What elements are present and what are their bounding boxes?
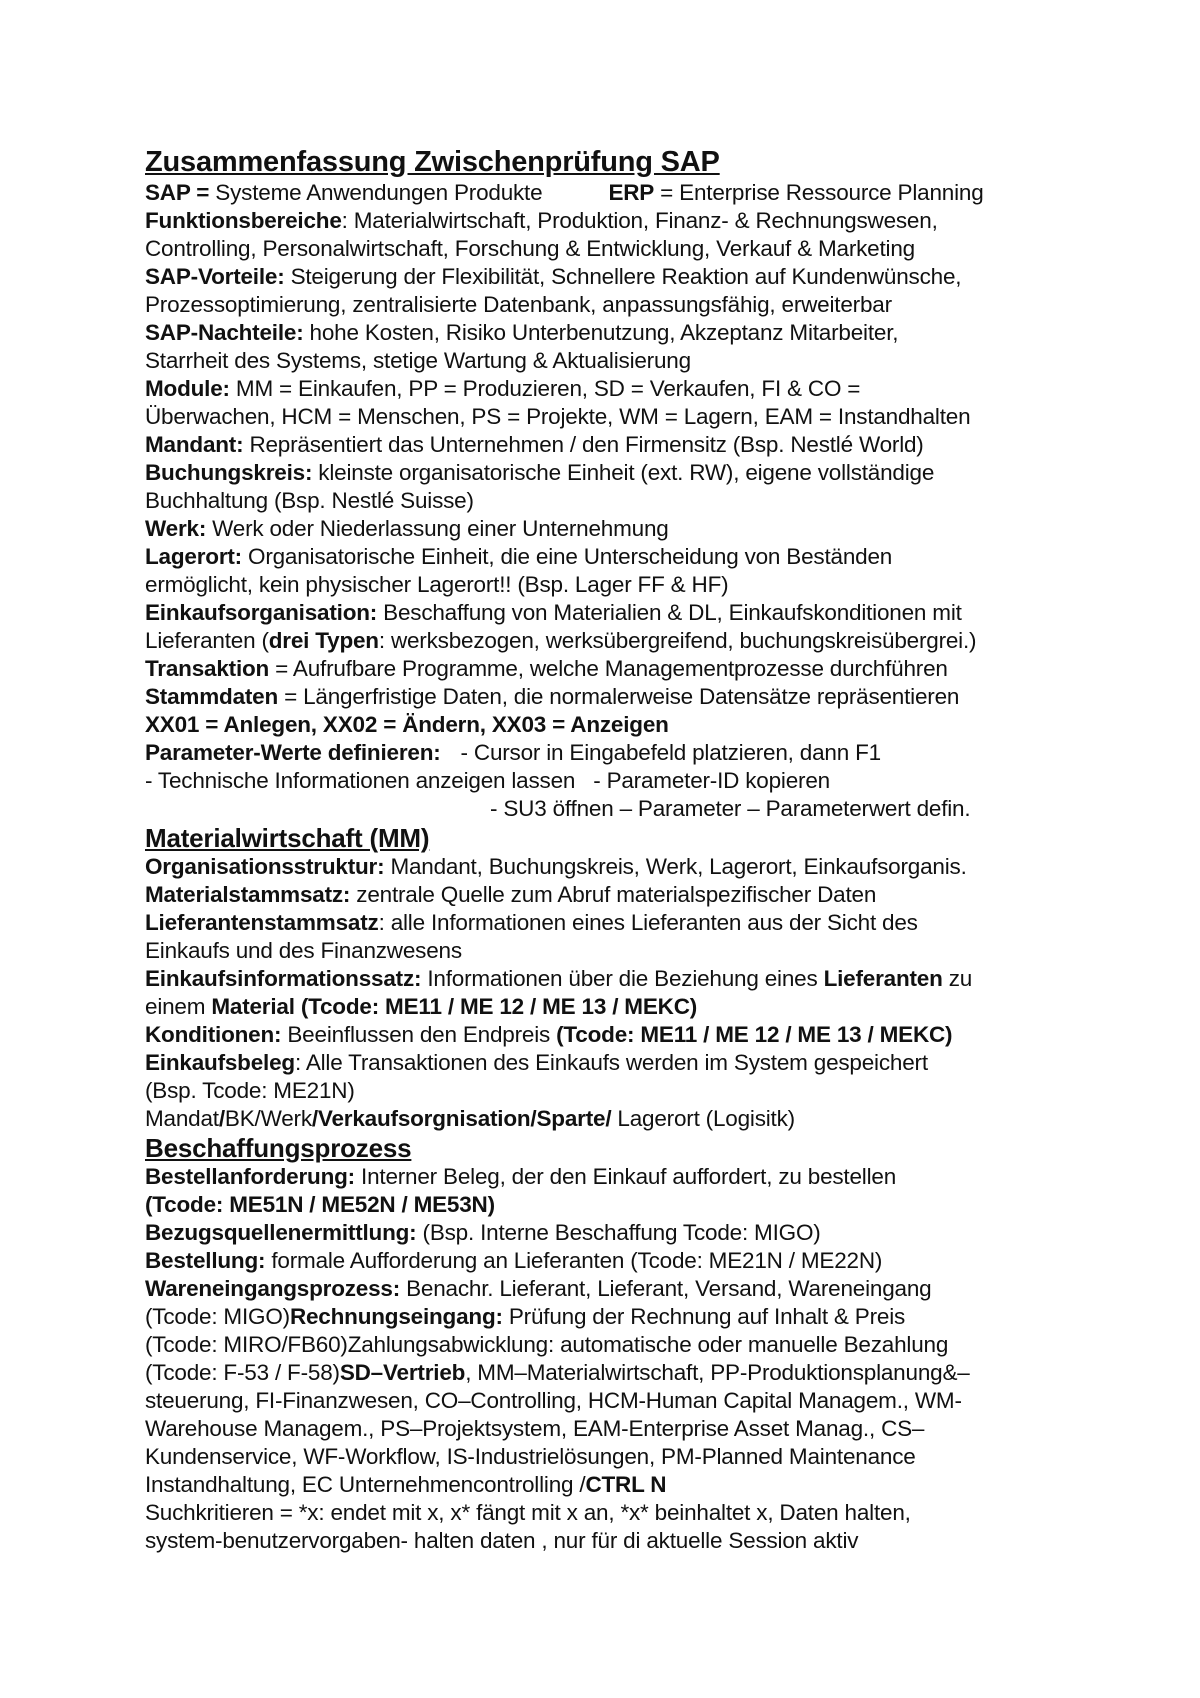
label-drei-typen: drei Typen: [268, 628, 379, 653]
label-material-tcode: Material (Tcode: ME11 / ME 12 / ME 13 / MEKC): [211, 994, 698, 1019]
text-organisationsstruktur: Mandant, Buchungskreis, Werk, Lagerort, Einkaufsorganis.: [384, 854, 967, 879]
text-parameter: - Cursor in Eingabefeld platzieren, dann F1: [460, 740, 881, 765]
line-bestellung: [145, 1247, 1185, 1275]
page-title: Zusammenfassung Zwischenprüfung SAP: [145, 146, 720, 178]
text-banf-tcode: (Tcode: ME51N / ME52N / ME53N): [145, 1192, 495, 1217]
line-xx-codes: [145, 711, 1185, 739]
text-technische-info: - Technische Informationen anzeigen lassen: [145, 768, 576, 793]
line-parameter: [145, 739, 1185, 767]
text-eko-2c: : werksbezogen, werksübergreifend, buchungskreisübergrei.): [378, 628, 977, 653]
text-verkaufsorg: /Verkaufsorgnisation/Sparte/: [311, 1106, 612, 1131]
erp-block: [608, 179, 983, 207]
line-technische-info: [145, 767, 1185, 795]
line-buchungskreis-2: Buchhaltung (Bsp. Nestlé Suisse): [145, 488, 474, 513]
text-rechnungseingang: Prüfung der Rechnung auf Inhalt & Preis: [502, 1304, 906, 1329]
label-mandant: Mandant:: [145, 432, 244, 457]
line-funktionsbereiche-2: Controlling, Personalwirtschaft, Forschung & Entwicklung, Verkauf & Marketing: [145, 236, 915, 261]
text-module-1: MM = Einkaufen, PP = Produzieren, SD = Verkaufen, FI & CO =: [229, 376, 861, 401]
text-ctrl-n: CTRL N: [585, 1472, 667, 1497]
text-migo: (Tcode: MIGO): [145, 1304, 290, 1329]
text-parameter-id: - Parameter-ID kopieren: [593, 768, 830, 793]
line-su3: [145, 795, 1185, 823]
line-mandat-hierarchie: [145, 1105, 1185, 1133]
label-lieferanten: Lieferanten: [823, 966, 943, 991]
label-einkaufsinfosatz: Einkaufsinformationssatz:: [145, 966, 422, 991]
line-einkaufsbeleg-2: (Bsp. Tcode: ME21N): [145, 1078, 355, 1103]
label-bestellanforderung: Bestellanforderung:: [145, 1164, 355, 1189]
text-bezugsquellen: (Bsp. Interne Beschaffung Tcode: MIGO): [416, 1220, 821, 1245]
line-lagerort-2: ermöglicht, kein physischer Lagerort!! (Bsp. Lager FF & HF): [145, 572, 729, 597]
text-su3: - SU3 öffnen – Parameter – Parameterwert defin.: [490, 796, 971, 821]
line-module-1: [145, 375, 1185, 403]
text-info-1c: zu: [942, 966, 973, 991]
line-materialstammsatz: [145, 881, 1185, 909]
line-module-2: Überwachen, HCM = Menschen, PS = Projekte, WM = Lagern, EAM = Instandhalten: [145, 404, 971, 429]
label-sd-vertrieb: SD–Vertrieb: [339, 1360, 466, 1385]
line-zahlungsabwicklung: (Tcode: MIRO/FB60)Zahlungsabwicklung: automatische oder manuelle Bezahlung: [145, 1332, 949, 1357]
text-vorteile-1: Steigerung der Flexibilität, Schnellere Reaktion auf Kundenwünsche,: [284, 264, 962, 289]
text-funktionsbereiche-1: : Materialwirtschaft, Produktion, Finanz- & Rechnungswesen,: [341, 208, 938, 233]
label-buchungskreis: Buchungskreis:: [145, 460, 313, 485]
text-materialstammsatz: zentrale Quelle zum Abruf materialspezifischer Daten: [350, 882, 877, 907]
line-wareneingang: [145, 1275, 1185, 1303]
line-bezugsquellen: [145, 1219, 1185, 1247]
document-page: [145, 145, 1185, 1555]
label-sap: SAP =: [145, 180, 210, 205]
label-vorteile: SAP-Vorteile:: [145, 264, 285, 289]
line-buchungskreis-1: [145, 459, 1185, 487]
line-transaktion: [145, 655, 1185, 683]
heading-materialwirtschaft: Materialwirtschaft (MM): [145, 823, 430, 853]
line-einkaufsorganisation-1: [145, 599, 1185, 627]
label-parameter: Parameter-Werte definieren:: [145, 740, 441, 765]
text-werk: Werk oder Niederlassung einer Unternehmung: [206, 516, 669, 541]
text-einkaufsorganisation-1: Beschaffung von Materialien & DL, Einkaufskonditionen mit: [377, 600, 962, 625]
line-vorteile-1: [145, 263, 1185, 291]
text-buchungskreis-1: kleinste organisatorische Einheit (ext. RW), eigene vollständige: [312, 460, 935, 485]
text-info-2a: einem: [145, 994, 212, 1019]
line-einkaufsbeleg-1: [145, 1049, 1185, 1077]
text-erp: = Enterprise Ressource Planning: [654, 180, 984, 205]
heading-beschaffungsprozess: Beschaffungsprozess: [145, 1133, 412, 1163]
label-bestellung: Bestellung:: [145, 1248, 266, 1273]
text-wareneingang: Benachr. Lieferant, Lieferant, Versand, Wareneingang: [400, 1276, 932, 1301]
line-werk: [145, 515, 1185, 543]
text-stammdaten: = Längerfristige Daten, die normalerweise Datensätze repräsentieren: [278, 684, 960, 709]
label-lieferantenstammsatz: Lieferantenstammsatz: [145, 910, 379, 935]
label-rechnungseingang: Rechnungseingang:: [289, 1304, 503, 1329]
label-werk: Werk:: [145, 516, 207, 541]
line-konditionen: [145, 1021, 1185, 1049]
text-info-1a: Informationen über die Beziehung eines: [421, 966, 824, 991]
label-lagerort: Lagerort:: [145, 544, 242, 569]
line-rechnungseingang: [145, 1303, 1185, 1331]
text-bk-werk: BK/Werk: [224, 1106, 312, 1131]
line-mandant: [145, 431, 1185, 459]
label-nachteile: SAP-Nachteile:: [145, 320, 304, 345]
text-xx-codes: XX01 = Anlegen, XX02 = Ändern, XX03 = Anzeigen: [145, 712, 669, 737]
line-einkaufsorganisation-2: [145, 627, 1185, 655]
line-funktionsbereiche-1: [145, 207, 1185, 235]
line-module-liste-5: [145, 1471, 1185, 1499]
line-module-liste-2: steuerung, FI-Finanzwesen, CO–Controlling, HCM-Human Capital Managem., WM-: [145, 1388, 962, 1413]
line-nachteile-2: Starrheit des Systems, stetige Wartung & Aktualisierung: [145, 348, 691, 373]
label-funktionsbereiche: Funktionsbereiche: [145, 208, 342, 233]
text-bestellanforderung: Interner Beleg, der den Einkauf auffordert, zu bestellen: [354, 1164, 897, 1189]
label-erp: ERP: [608, 180, 655, 205]
label-konditionen: Konditionen:: [145, 1022, 282, 1047]
line-suchkriterien-1: Suchkritieren = *x: endet mit x, x* fängt mit x an, *x* beinhaltet x, Daten halten,: [145, 1500, 911, 1525]
text-mandat-slash: /: [218, 1106, 225, 1131]
text-module-liste-1: , MM–Materialwirtschaft, PP-Produktionsplanung&–: [465, 1360, 970, 1385]
text-lagerort-logistik: Lagerort (Logisitk): [611, 1106, 795, 1131]
line-einkaufsinfosatz-1: [145, 965, 1185, 993]
line-lieferantenstammsatz-2: Einkaufs und des Finanzwesens: [145, 938, 462, 963]
text-sap: Systeme Anwendungen Produkte: [209, 180, 543, 205]
line-organisationsstruktur: [145, 853, 1185, 881]
label-konditionen-tcode: (Tcode: ME11 / ME 12 / ME 13 / MEKC): [556, 1022, 953, 1047]
label-wareneingang: Wareneingangsprozess:: [145, 1276, 401, 1301]
line-einkaufsinfosatz-2: [145, 993, 1185, 1021]
text-bestellung: formale Aufforderung an Lieferanten (Tcode: ME21N / ME22N): [265, 1248, 883, 1273]
line-bestellanforderung: [145, 1163, 1185, 1191]
label-bezugsquellen: Bezugsquellenermittlung:: [145, 1220, 417, 1245]
label-module: Module:: [145, 376, 230, 401]
line-stammdaten: [145, 683, 1185, 711]
text-lieferantenstammsatz-1: : alle Informationen eines Lieferanten aus der Sicht des: [378, 910, 918, 935]
line-lieferantenstammsatz-1: [145, 909, 1185, 937]
line-module-liste-4: Kundenservice, WF-Workflow, IS-Industrielösungen, PM-Planned Maintenance: [145, 1444, 916, 1469]
line-suchkriterien-2: system-benutzervorgaben- halten daten , nur für di aktuelle Session aktiv: [145, 1528, 859, 1553]
label-materialstammsatz: Materialstammsatz:: [145, 882, 351, 907]
line-bestellanforderung-tcode: [145, 1191, 1185, 1219]
label-einkaufsorganisation: Einkaufsorganisation:: [145, 600, 378, 625]
text-mandant: Repräsentiert das Unternehmen / den Firmensitz (Bsp. Nestlé World): [243, 432, 924, 457]
line-nachteile-1: [145, 319, 1185, 347]
line-sap-erp: [145, 179, 1185, 207]
text-lagerort-1: Organisatorische Einheit, die eine Unterscheidung von Beständen: [241, 544, 893, 569]
text-nachteile-1: hohe Kosten, Risiko Unterbenutzung, Akzeptanz Mitarbeiter,: [303, 320, 899, 345]
line-vorteile-2: Prozessoptimierung, zentralisierte Datenbank, anpassungsfähig, erweiterbar: [145, 292, 892, 317]
label-einkaufsbeleg: Einkaufsbeleg: [145, 1050, 295, 1075]
line-module-liste-3: Warehouse Managem., PS–Projektsystem, EAM-Enterprise Asset Manag., CS–: [145, 1416, 925, 1441]
line-lagerort-1: [145, 543, 1185, 571]
text-eko-2a: Lieferanten (: [145, 628, 269, 653]
text-f53: (Tcode: F-53 / F-58): [145, 1360, 340, 1385]
text-mandat: Mandat: [145, 1106, 219, 1131]
text-konditionen: Beeinflussen den Endpreis: [281, 1022, 557, 1047]
text-einkaufsbeleg-1: : Alle Transaktionen des Einkaufs werden im System gespeichert: [294, 1050, 928, 1075]
line-module-liste-1: [145, 1359, 1185, 1387]
text-module-liste-5: Instandhaltung, EC Unternehmencontrolling /: [145, 1472, 586, 1497]
label-organisationsstruktur: Organisationsstruktur:: [145, 854, 385, 879]
label-stammdaten: Stammdaten: [145, 684, 279, 709]
text-transaktion: = Aufrufbare Programme, welche Managementprozesse durchführen: [269, 656, 948, 681]
label-transaktion: Transaktion: [145, 656, 270, 681]
